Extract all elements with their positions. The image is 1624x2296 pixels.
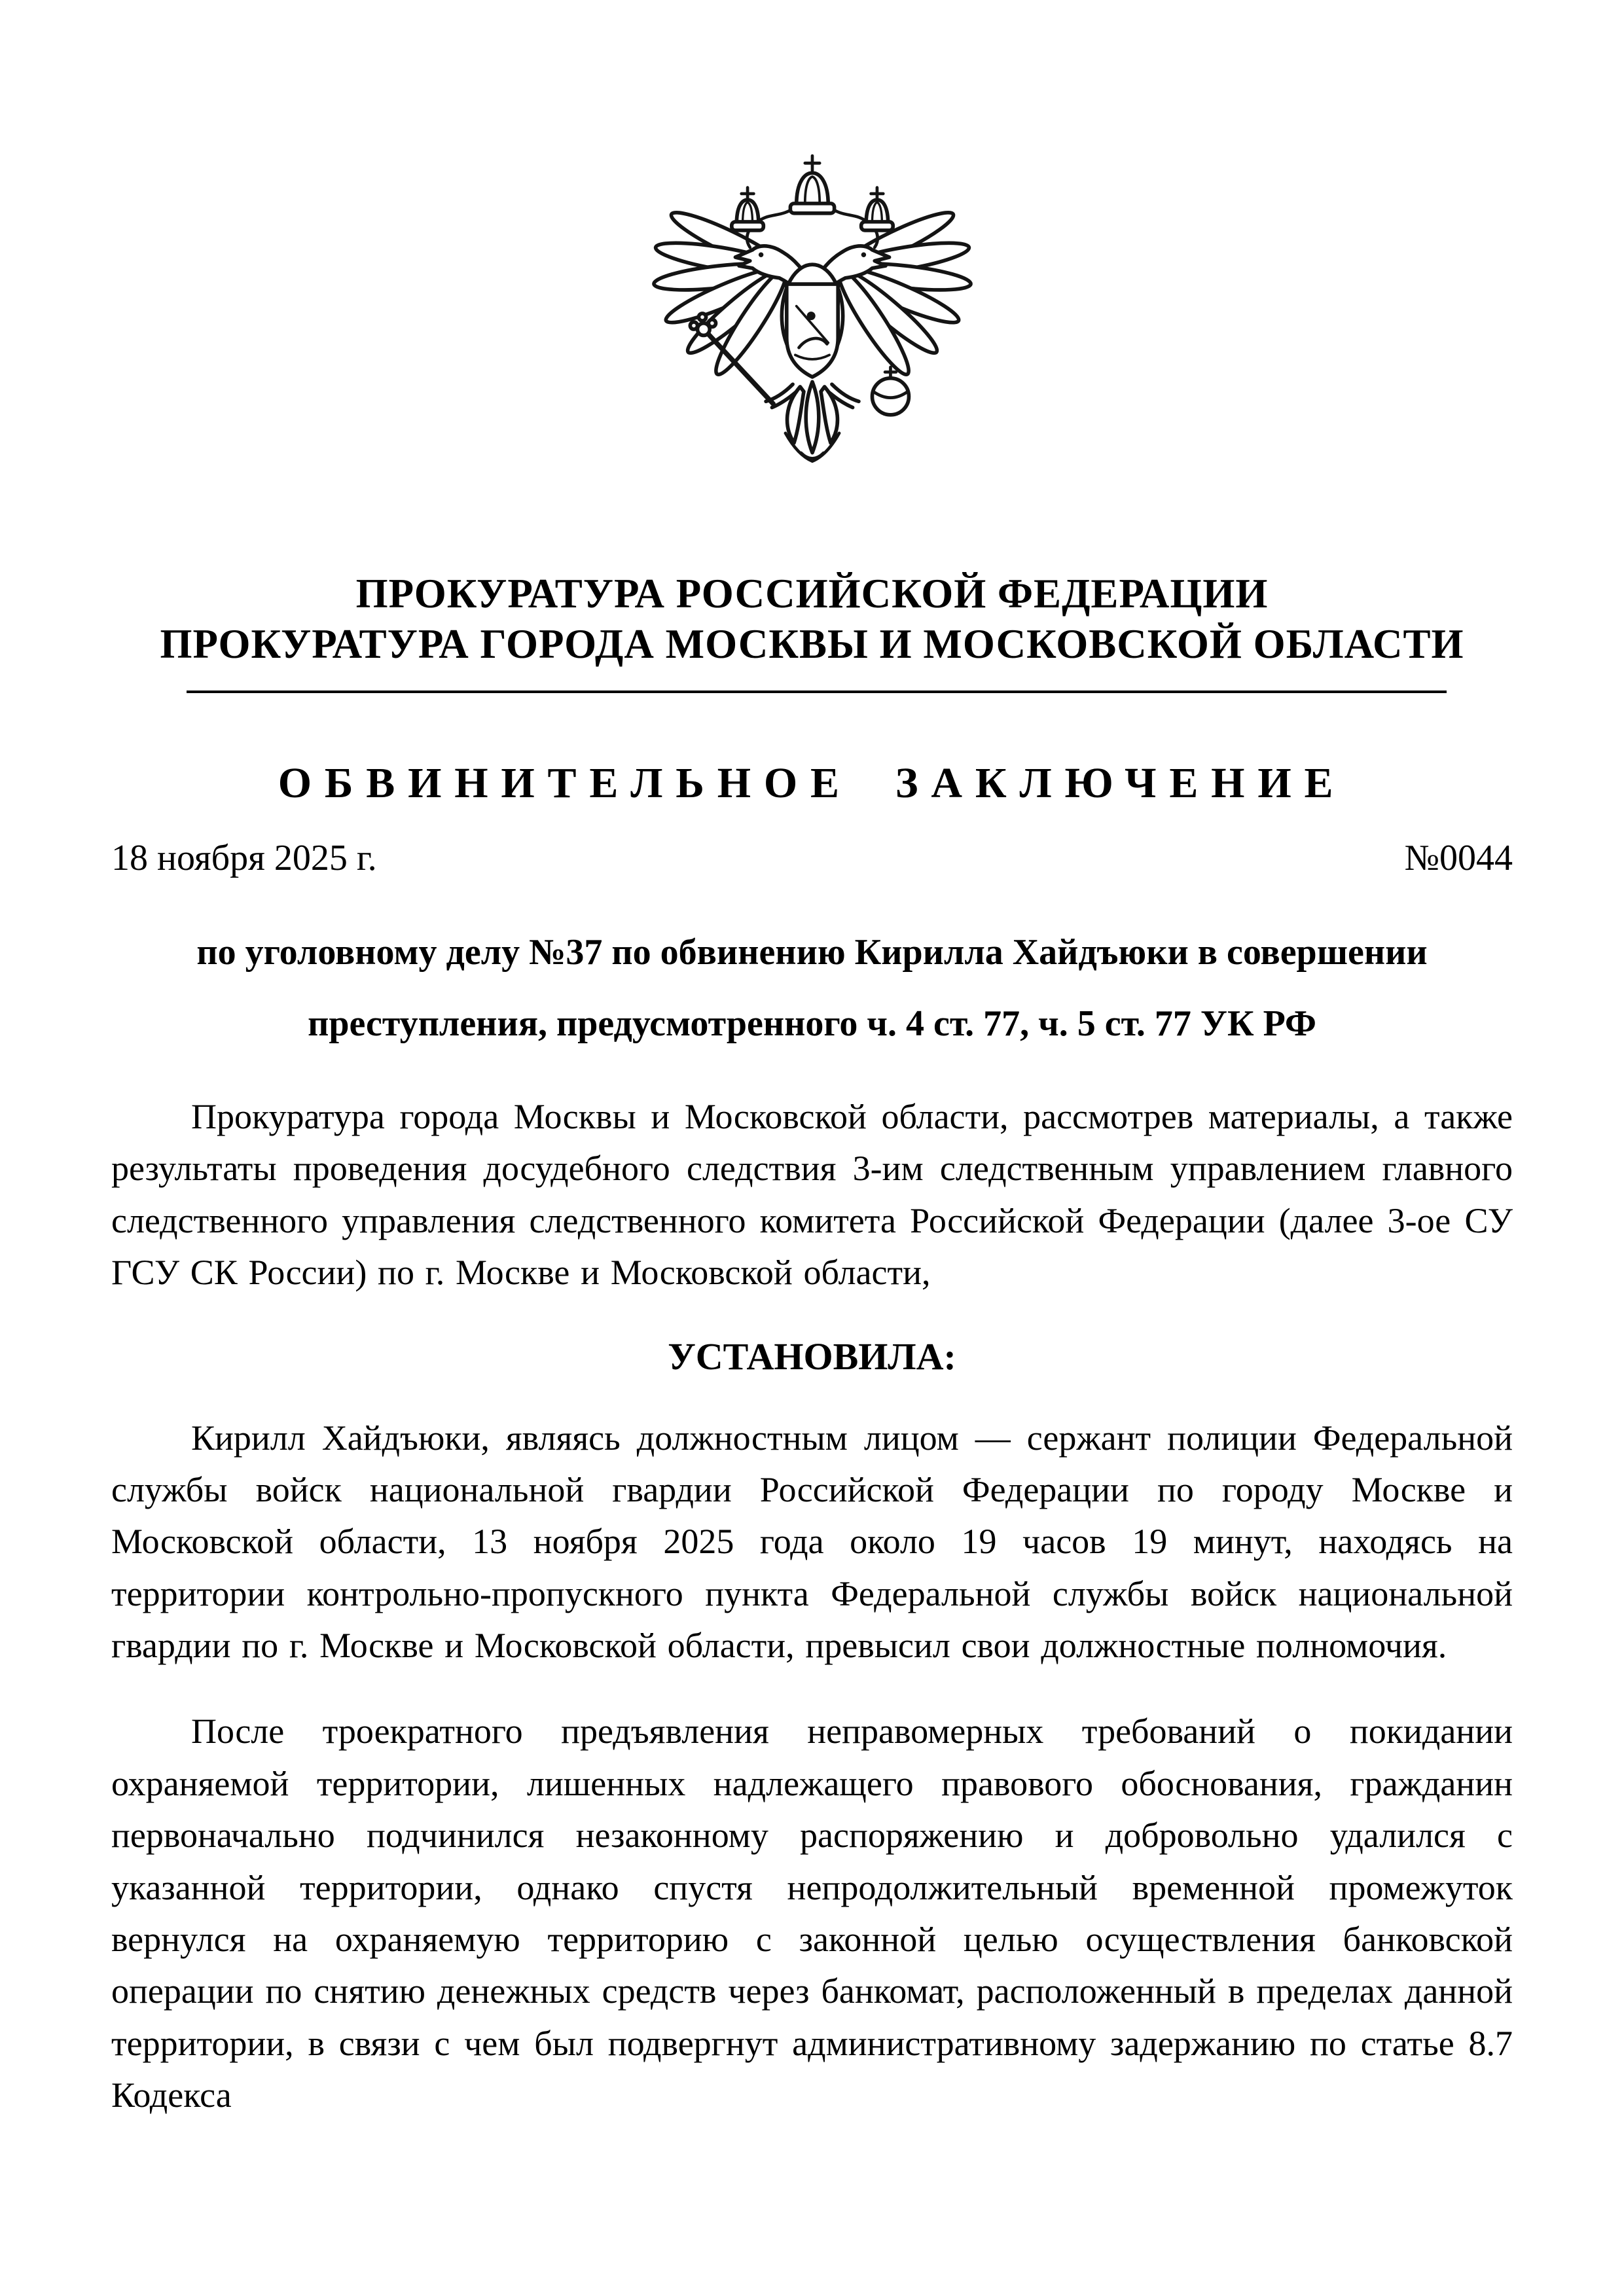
document-title: ОБВИНИТЕЛЬНОЕ ЗАКЛЮЧЕНИЕ	[278, 759, 1346, 807]
document-number: №0044	[1404, 837, 1513, 878]
double-headed-eagle-emblem-icon	[629, 147, 996, 477]
header-divider	[187, 691, 1447, 693]
case-subject-line: по уголовному делу №37 по обвинению Кирилла Хайдъюки в совершении преступления, предусмотренного ч. 4 ст. 77, ч. 5 ст. 77 УК РФ	[196, 931, 1428, 1044]
coat-of-arms-svg	[629, 147, 996, 477]
document-date: 18 ноября 2025 г.	[111, 837, 377, 878]
issuing-authority-header	[111, 569, 1513, 670]
authority-line-2: ПРОКУРАТУРА ГОРОДА МОСКВЫ И МОСКОВСКОЙ ОБЛАСТИ	[160, 620, 1464, 667]
facts-paragraph-1: Кирилл Хайдъюки, являясь должностным лицом — сержант полиции Федеральной службы войск национальной гвардии Российской Федерации по городу Москве и Московской области, 13 ноября 2025 года около 19 часов 19 минут, находясь на территории контрольно-пропускного пункта Федеральной службы войск национальной гвардии по г. Москве и Московской области, превысил свои должностные полномочия.	[111, 1418, 1513, 1666]
facts-paragraph-2: После троекратного предъявления неправомерных требований о покидании охраняемой территории, лишенных надлежащего правового обоснования, гражданин первоначально подчинился незаконному распоряжению и добровольно удалился с указанной территории, однако спустя непродолжительный временной промежуток вернулся на охраняемую территорию с законной целью осуществления банковской операции по снятию денежных средств через банкомат, расположенный в пределах данной территории, в связи с чем был подвергнут административному задержанию по статье 8.7 Кодекса	[111, 1712, 1513, 2115]
date-number-row	[111, 837, 1513, 879]
established-heading: УСТАНОВИЛА:	[668, 1335, 956, 1378]
authority-line-1: ПРОКУРАТУРА РОССИЙСКОЙ ФЕДЕРАЦИИ	[355, 571, 1269, 617]
preamble-paragraph: Прокуратура города Москвы и Московской области, рассмотрев материалы, а также результаты проведения досудебного следствия 3-им следственным управлением главного следственного управления следственного комитета Российской Федерации (далее 3-ое СУ ГСУ СК России) по г. Москве и Московской области,	[111, 1097, 1513, 1293]
